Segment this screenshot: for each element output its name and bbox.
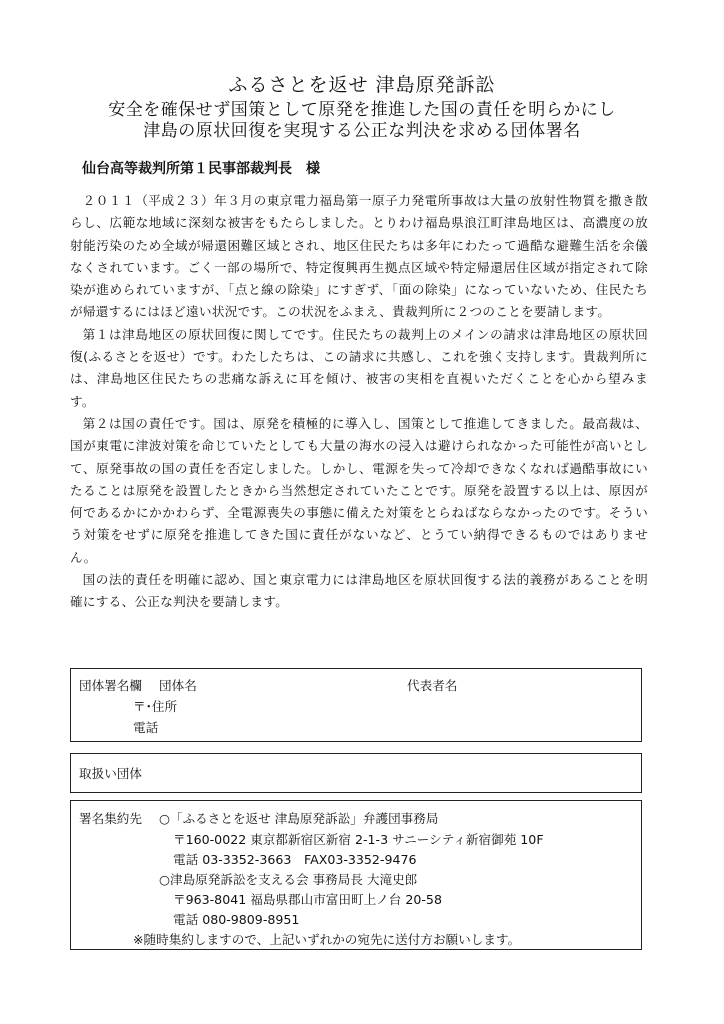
subtitle-line-1: 安全を確保せず国策として原発を推進した国の責任を明らかにし xyxy=(108,100,616,120)
representative-field[interactable]: 代表者名 xyxy=(407,678,458,693)
collection-line-3: 電話 03-3352-3663 FAX03-3352-9476 xyxy=(173,852,417,867)
petition-body xyxy=(70,190,648,614)
handler-field[interactable]: 取扱い団体 xyxy=(79,766,142,781)
subtitle-line-2: 津島の原状回復を実現する公正な判決を求める団体署名 xyxy=(143,121,581,141)
address-field[interactable]: 〒･住所 xyxy=(133,699,178,714)
addressee: 仙台高等裁判所第１民事部裁判長 様 xyxy=(82,161,320,177)
collection-box xyxy=(70,800,642,950)
document-subtitle xyxy=(0,100,724,142)
paragraph-1: ２０１１（平成２３）年３月の東京電力福島第一原子力発電所事故は大量の放射性物質を撒き散らし、広範な地域に深刻な被害をもたらしました。とりわけ福島県浪江町津島地区は、高濃度の放射能汚染のため全域が帰還困難区域とされ、地区住民たちは多年にわたって過酷な避難生活を余儀なくされています。ごく一部の場所で、特定復興再生拠点区域や特定帰還居住区域が指定されて除染が進められていますが、「点と線の除染」にすぎず、「面の除染」になっていないため、住民たちが帰還するにはほど遠い状況です。この状況をふまえ、貴裁判所に２つのことを要請します。 xyxy=(70,193,648,320)
org-name-field[interactable]: 団体名 xyxy=(159,678,197,693)
phone-field[interactable]: 電話 xyxy=(133,720,159,735)
collection-line-5: 〒963-8041 福島県郡山市富田町上ノ台 20-58 xyxy=(173,892,442,907)
collection-line-1: ○「ふるさとを返せ 津島原発訴訟」弁護団事務局 xyxy=(159,811,439,826)
collection-line-4: ○津島原発訴訟を支える会 事務局長 大滝史郎 xyxy=(159,872,418,887)
handler-box xyxy=(70,753,642,793)
signature-section-label: 団体署名欄 xyxy=(79,678,142,693)
collection-line-6: 電話 080-9809-8951 xyxy=(173,912,300,927)
signature-box xyxy=(70,668,642,742)
collection-note: ※随時集約しますので、上記いずれかの宛先に送付方お願いします。 xyxy=(133,932,521,947)
collection-line-2: 〒160-0022 東京都新宿区新宿 2-1-3 サニーシティ新宿御苑 10F xyxy=(173,832,544,847)
paragraph-2: 第１は津島地区の原状回復に関してです。住民たちの裁判上のメインの請求は津島地区の原状回復(ふるさとを返せ）です。わたしたちは、この請求に共感し、これを強く支持します。貴裁判所には、津島地区住民たちの悲痛な訴えに耳を傾け、被害の実相を直視いただくことを心から望みます。 xyxy=(70,326,648,409)
paragraph-3: 第２は国の責任です。国は、原発を積極的に導入し、国策として推進してきました。最高裁は、国が東電に津波対策を命じていたとしても大量の海水の浸入は避けられなかった可能性が高いとして、原発事故の国の責任を否定しました。しかし、電源を失って冷却できなくなれば過酷事故にいたることは原発を設置したときから当然想定されていたことです。原発を設置する以上は、原因が何であるかにかかわらず、全電源喪失の事態に備えた対策をとらねばならなかったのです。そういう対策をせずに原発を推進してきた国に責任がないなど、とうてい納得できるものではありません。 xyxy=(70,415,648,565)
paragraph-4: 国の法的責任を明確に認め、国と東京電力には津島地区を原状回復する法的義務があることを明確にする、公正な判決を要請します。 xyxy=(70,572,648,610)
document-title: ふるさとを返せ 津島原発訴訟 xyxy=(228,74,496,96)
collection-label: 署名集約先 xyxy=(79,811,142,826)
